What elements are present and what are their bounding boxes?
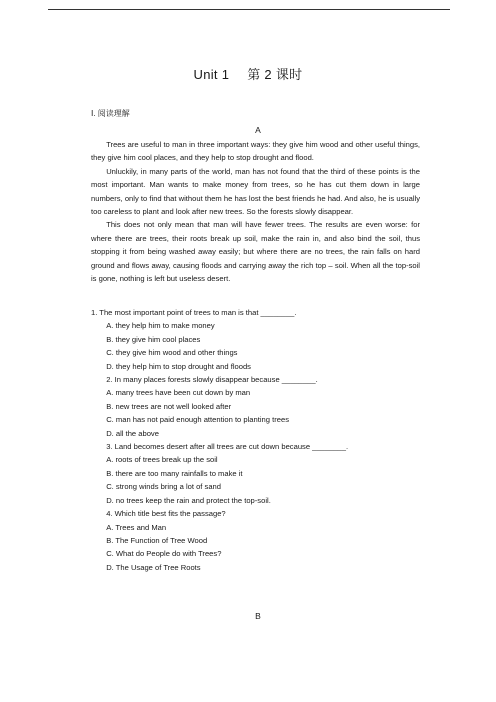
question-3 xyxy=(91,440,420,507)
question-stem: 4. Which title best fits the passage? xyxy=(106,509,226,519)
option[interactable]: C. What do People do with Trees? xyxy=(106,549,222,559)
question-stem: 3. Land becomes desert after all trees are cut down because ________. xyxy=(106,442,349,452)
question-1 xyxy=(91,306,420,373)
option[interactable]: C. they give him wood and other things xyxy=(106,348,238,358)
option[interactable]: C. man has not paid enough attention to planting trees xyxy=(106,415,289,425)
option[interactable]: B. new trees are not well looked after xyxy=(106,401,232,411)
title-unit: Unit 1 xyxy=(193,67,230,82)
option[interactable]: A. they help him to make money xyxy=(106,321,215,331)
option[interactable]: D. no trees keep the rain and protect the top-soil. xyxy=(106,495,271,505)
question-list xyxy=(91,306,420,574)
option[interactable]: B. there are too many rainfalls to make it xyxy=(106,468,243,478)
paragraph: Trees are useful to man in three important ways: they give him wood and other useful things, they give him cool places, and they help to stop drought and flood. xyxy=(91,140,420,163)
paragraph: This does not only mean that man will have fewer trees. The results are even worse: for where there are trees, their roots break up soil, make the rain in, and also bind the soil, thus stopping it from being washed away easily; but where there are no trees, the rain falls on hard ground and flows away, causing floods and carrying away the rich top – soil. When all the top-soil is gone, nothing is left but useless desert. xyxy=(91,220,420,284)
passage-a-label: A xyxy=(255,125,261,135)
option[interactable]: A. roots of trees break up the soil xyxy=(106,455,218,465)
question-2 xyxy=(91,373,420,440)
question-stem: 2. In many places forests slowly disappear because ________. xyxy=(106,375,318,385)
paragraph: Unluckily, in many parts of the world, man has not found that the third of these points is the most important. Man wants to make money from trees, so he has cut them down in large numbers, only to find that without them he has lost the best friends he had. And also, he is usually too careless to plant and look after new trees. So the forests slowly disappear. xyxy=(91,166,420,217)
section-heading: Ⅰ. 阅读理解 xyxy=(91,109,130,118)
option[interactable]: A. Trees and Man xyxy=(106,522,167,532)
option[interactable]: C. strong winds bring a lot of sand xyxy=(106,482,221,492)
option[interactable]: B. they give him cool places xyxy=(106,334,201,344)
top-rule xyxy=(48,9,450,10)
question-4 xyxy=(91,507,420,574)
option[interactable]: D. The Usage of Tree Roots xyxy=(106,562,201,572)
option[interactable]: D. they help him to stop drought and floods xyxy=(106,361,251,371)
passage-a-text xyxy=(91,138,420,285)
option[interactable]: A. many trees have been cut down by man xyxy=(106,388,251,398)
page-title xyxy=(0,64,496,83)
option[interactable]: D. all the above xyxy=(106,428,159,438)
question-stem: 1. The most important point of trees to man is that ________. xyxy=(91,308,297,317)
passage-b-label: B xyxy=(255,611,261,621)
title-lesson: 第 2 课时 xyxy=(247,67,303,82)
option[interactable]: B. The Function of Tree Wood xyxy=(106,535,208,545)
